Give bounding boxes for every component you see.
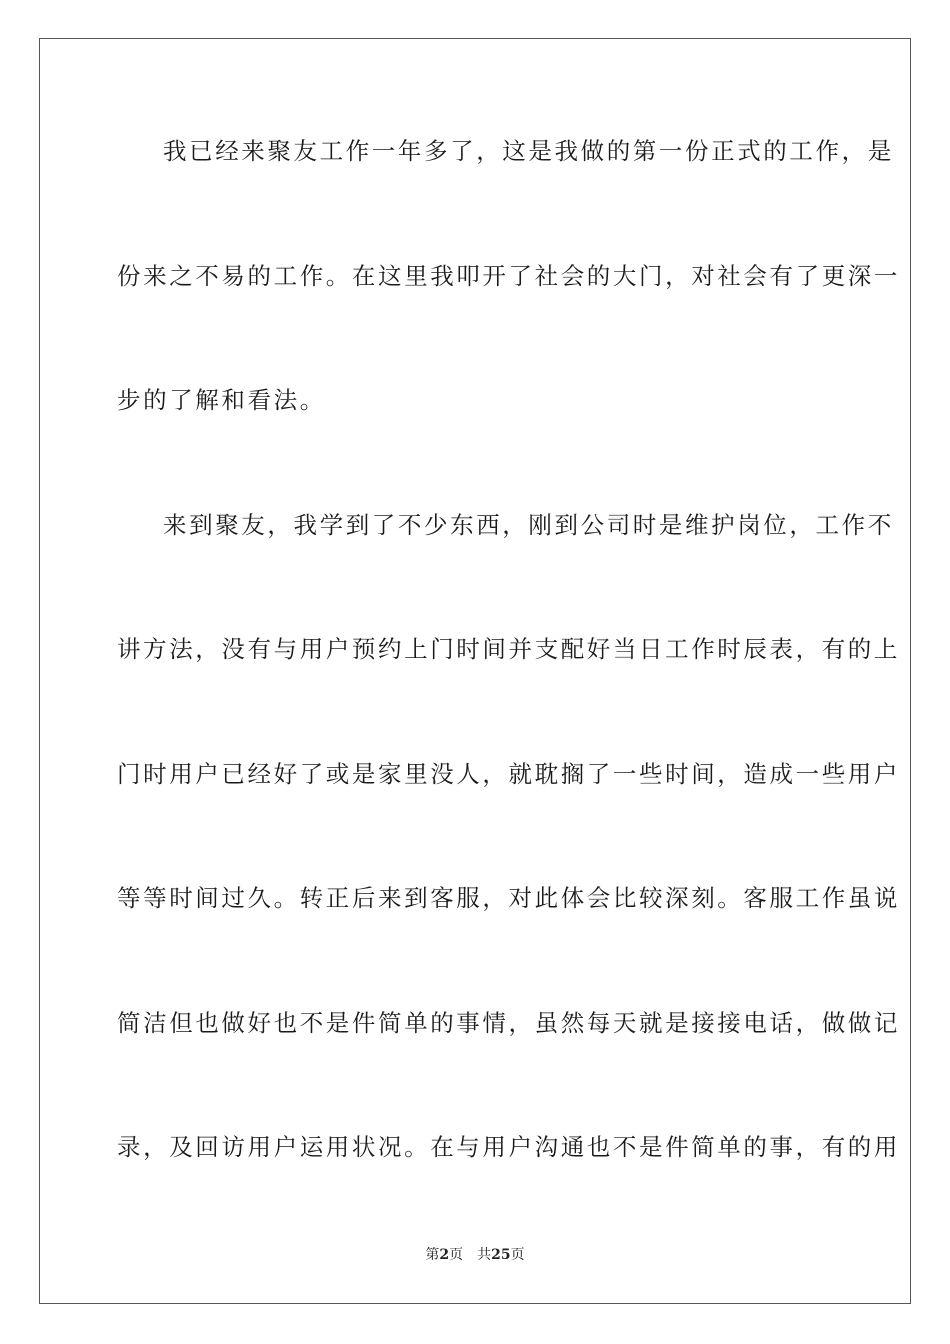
page-suffix: 页 <box>449 1247 464 1263</box>
paragraph-2-line-5: 简洁但也做好也不是件简单的事情，虽然每天就是接接电话，做做记 <box>117 1009 900 1037</box>
page-footer <box>0 1246 950 1264</box>
paragraph-1-line-1: 我已经来聚友工作一年多了，这是我做的第一份正式的工作，是 <box>163 137 894 165</box>
paragraph-2-line-2: 讲方法，没有与用户预约上门时间并支配好当日工作时辰表，有的上 <box>117 635 900 663</box>
page-prefix: 第 <box>425 1247 440 1263</box>
paragraph-2-line-6: 录，及回访用户运用状况。在与用户沟通也不是件简单的事，有的用 <box>117 1133 900 1161</box>
paragraph-2-line-1: 来到聚友，我学到了不少东西，刚到公司时是维护岗位，工作不 <box>163 511 894 539</box>
total-prefix: 共 <box>477 1247 492 1263</box>
total-pages: 25 <box>491 1247 511 1263</box>
page-number: 2 <box>439 1247 450 1263</box>
paragraph-2-line-3: 门时用户已经好了或是家里没人，就耽搁了一些时间，造成一些用户 <box>117 760 900 788</box>
total-suffix: 页 <box>510 1247 525 1263</box>
paragraph-2-line-4: 等等时间过久。转正后来到客服，对此体会比较深刻。客服工作虽说 <box>117 884 900 912</box>
paragraph-1-line-2: 份来之不易的工作。在这里我叩开了社会的大门，对社会有了更深一 <box>117 262 900 290</box>
paragraph-1-line-3: 步的了解和看法。 <box>117 386 326 414</box>
page-border <box>39 38 911 1304</box>
